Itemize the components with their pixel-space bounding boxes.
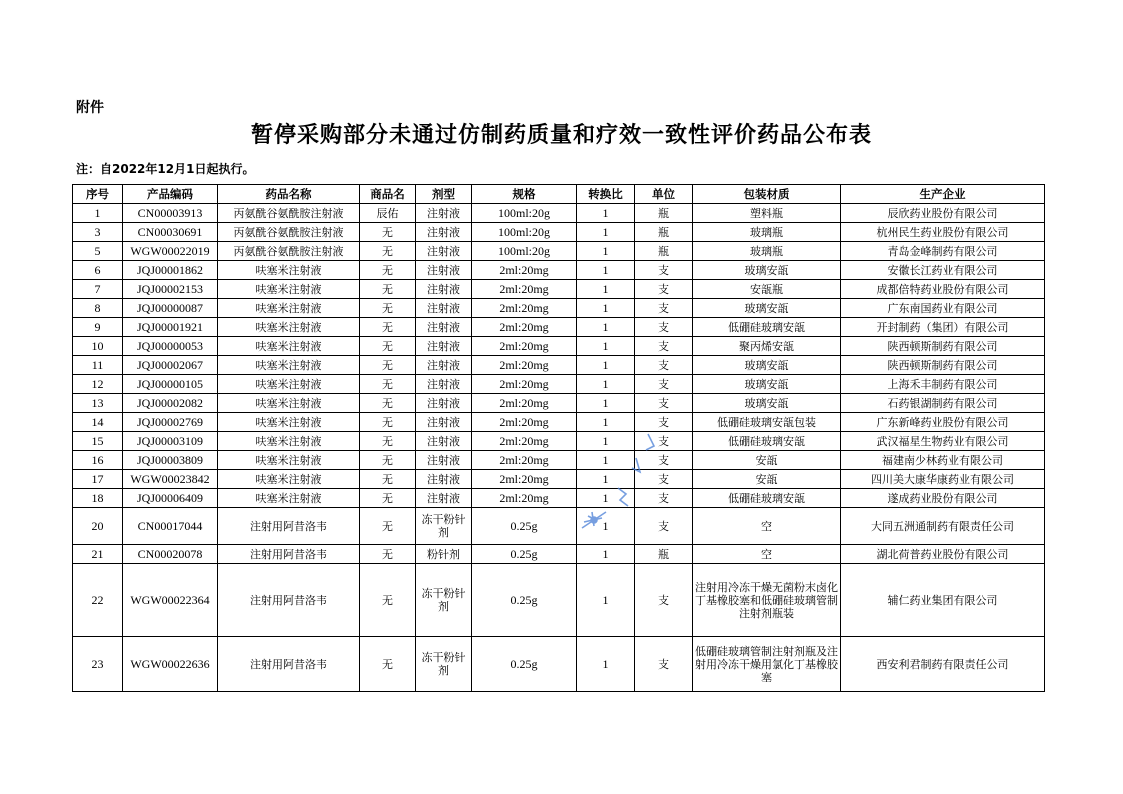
- packaging-material-cell: 安瓿瓶: [693, 280, 841, 299]
- manufacturer-cell: 福建南少林药业有限公司: [841, 451, 1045, 470]
- unit-cell: 支: [635, 489, 693, 508]
- col-header: 商品名: [360, 185, 416, 204]
- dosage-form-cell: 注射液: [416, 489, 472, 508]
- dosage-form-cell: 冻干粉针剂: [416, 564, 472, 637]
- drug-name-cell: 注射用阿昔洛韦: [218, 508, 360, 545]
- brand-name-cell: 无: [360, 470, 416, 489]
- specification-cell: 2ml:20mg: [472, 318, 577, 337]
- drug-name-cell: 呋塞米注射液: [218, 394, 360, 413]
- specification-cell: 2ml:20mg: [472, 470, 577, 489]
- product-code-cell: JQJ00001862: [123, 261, 218, 280]
- dosage-form-cell: 注射液: [416, 261, 472, 280]
- drug-name-cell: 呋塞米注射液: [218, 413, 360, 432]
- drug-name-cell: 呋塞米注射液: [218, 432, 360, 451]
- table-row: [73, 413, 1045, 432]
- specification-cell: 2ml:20mg: [472, 432, 577, 451]
- row-number-cell: 22: [73, 564, 123, 637]
- dosage-form-cell: 注射液: [416, 223, 472, 242]
- manufacturer-cell: 武汉福星生物药业有限公司: [841, 432, 1045, 451]
- dosage-form-cell: 冻干粉针剂: [416, 508, 472, 545]
- row-number-cell: 18: [73, 489, 123, 508]
- manufacturer-cell: 辅仁药业集团有限公司: [841, 564, 1045, 637]
- product-code-cell: JQJ00003109: [123, 432, 218, 451]
- brand-name-cell: 无: [360, 375, 416, 394]
- packaging-material-cell: 低硼硅玻璃安瓿: [693, 489, 841, 508]
- product-code-cell: JQJ00003809: [123, 451, 218, 470]
- row-number-cell: 1: [73, 204, 123, 223]
- row-number-cell: 21: [73, 545, 123, 564]
- row-number-cell: 8: [73, 299, 123, 318]
- page-title: 暂停采购部分未通过仿制药质量和疗效一致性评价药品公布表: [250, 122, 872, 148]
- specification-cell: 2ml:20mg: [472, 299, 577, 318]
- specification-cell: 0.25g: [472, 545, 577, 564]
- drug-name-cell: 呋塞米注射液: [218, 356, 360, 375]
- drug-name-cell: 注射用阿昔洛韦: [218, 637, 360, 692]
- unit-cell: 支: [635, 413, 693, 432]
- product-code-cell: CN00003913: [123, 204, 218, 223]
- specification-cell: 0.25g: [472, 564, 577, 637]
- table-row: [73, 375, 1045, 394]
- unit-cell: 支: [635, 394, 693, 413]
- brand-name-cell: 无: [360, 318, 416, 337]
- row-number-cell: 16: [73, 451, 123, 470]
- product-code-cell: JQJ00000105: [123, 375, 218, 394]
- specification-cell: 2ml:20mg: [472, 375, 577, 394]
- brand-name-cell: 无: [360, 261, 416, 280]
- brand-name-cell: 无: [360, 637, 416, 692]
- manufacturer-cell: 成都倍特药业股份有限公司: [841, 280, 1045, 299]
- manufacturer-cell: 青岛金峰制药有限公司: [841, 242, 1045, 261]
- product-code-cell: JQJ00002067: [123, 356, 218, 375]
- manufacturer-cell: 遂成药业股份有限公司: [841, 489, 1045, 508]
- col-header: 规格: [472, 185, 577, 204]
- drug-name-cell: 呋塞米注射液: [218, 451, 360, 470]
- row-number-cell: 15: [73, 432, 123, 451]
- unit-cell: 支: [635, 375, 693, 394]
- brand-name-cell: 无: [360, 299, 416, 318]
- product-code-cell: CN00020078: [123, 545, 218, 564]
- brand-name-cell: 无: [360, 451, 416, 470]
- packaging-material-cell: 玻璃安瓿: [693, 375, 841, 394]
- specification-cell: 2ml:20mg: [472, 394, 577, 413]
- unit-cell: 支: [635, 451, 693, 470]
- table-row: [73, 637, 1045, 692]
- drug-name-cell: 呋塞米注射液: [218, 470, 360, 489]
- product-code-cell: WGW00022636: [123, 637, 218, 692]
- conversion-ratio-cell: 1: [577, 337, 635, 356]
- manufacturer-cell: 石药银湖制药有限公司: [841, 394, 1045, 413]
- row-number-cell: 5: [73, 242, 123, 261]
- row-number-cell: 11: [73, 356, 123, 375]
- conversion-ratio-cell: 1: [577, 261, 635, 280]
- col-header: 产品编码: [123, 185, 218, 204]
- product-code-cell: JQJ00000053: [123, 337, 218, 356]
- col-header: 生产企业: [841, 185, 1045, 204]
- col-header: 剂型: [416, 185, 472, 204]
- conversion-ratio-cell: 1: [577, 318, 635, 337]
- brand-name-cell: 无: [360, 564, 416, 637]
- conversion-ratio-cell: 1: [577, 489, 635, 508]
- packaging-material-cell: 空: [693, 508, 841, 545]
- conversion-ratio-cell: 1: [577, 508, 635, 545]
- table-row: [73, 223, 1045, 242]
- packaging-material-cell: 安瓿: [693, 451, 841, 470]
- brand-name-cell: 无: [360, 432, 416, 451]
- dosage-form-cell: 注射液: [416, 470, 472, 489]
- drug-name-cell: 丙氨酰谷氨酰胺注射液: [218, 223, 360, 242]
- specification-cell: 100ml:20g: [472, 223, 577, 242]
- unit-cell: 支: [635, 508, 693, 545]
- packaging-material-cell: 玻璃安瓿: [693, 356, 841, 375]
- product-code-cell: JQJ00002082: [123, 394, 218, 413]
- dosage-form-cell: 注射液: [416, 204, 472, 223]
- table-row: [73, 432, 1045, 451]
- row-number-cell: 6: [73, 261, 123, 280]
- drug-name-cell: 注射用阿昔洛韦: [218, 564, 360, 637]
- table-row: [73, 451, 1045, 470]
- row-number-cell: 14: [73, 413, 123, 432]
- dosage-form-cell: 注射液: [416, 432, 472, 451]
- conversion-ratio-cell: 1: [577, 470, 635, 489]
- brand-name-cell: 无: [360, 545, 416, 564]
- conversion-ratio-cell: 1: [577, 375, 635, 394]
- conversion-ratio-cell: 1: [577, 451, 635, 470]
- row-number-cell: 13: [73, 394, 123, 413]
- unit-cell: 支: [635, 470, 693, 489]
- drug-name-cell: 呋塞米注射液: [218, 261, 360, 280]
- dosage-form-cell: 冻干粉针剂: [416, 637, 472, 692]
- dosage-form-cell: 注射液: [416, 356, 472, 375]
- drug-name-cell: 注射用阿昔洛韦: [218, 545, 360, 564]
- conversion-ratio-cell: 1: [577, 432, 635, 451]
- packaging-material-cell: 聚丙烯安瓿: [693, 337, 841, 356]
- drug-name-cell: 呋塞米注射液: [218, 318, 360, 337]
- packaging-material-cell: 玻璃安瓿: [693, 261, 841, 280]
- dosage-form-cell: 注射液: [416, 280, 472, 299]
- col-header: 序号: [73, 185, 123, 204]
- brand-name-cell: 无: [360, 280, 416, 299]
- conversion-ratio-cell: 1: [577, 356, 635, 375]
- packaging-material-cell: 玻璃安瓿: [693, 299, 841, 318]
- table-row: [73, 242, 1045, 261]
- table-row: [73, 337, 1045, 356]
- manufacturer-cell: 陕西顿斯制药有限公司: [841, 337, 1045, 356]
- table-row: [73, 564, 1045, 637]
- brand-name-cell: 无: [360, 356, 416, 375]
- unit-cell: 瓶: [635, 242, 693, 261]
- product-code-cell: CN00030691: [123, 223, 218, 242]
- manufacturer-cell: 杭州民生药业股份有限公司: [841, 223, 1045, 242]
- manufacturer-cell: 辰欣药业股份有限公司: [841, 204, 1045, 223]
- brand-name-cell: 无: [360, 489, 416, 508]
- packaging-material-cell: 塑料瓶: [693, 204, 841, 223]
- unit-cell: 瓶: [635, 223, 693, 242]
- table-row: [73, 470, 1045, 489]
- table-row: [73, 489, 1045, 508]
- product-code-cell: WGW00023842: [123, 470, 218, 489]
- specification-cell: 2ml:20mg: [472, 451, 577, 470]
- specification-cell: 2ml:20mg: [472, 337, 577, 356]
- packaging-material-cell: 玻璃瓶: [693, 223, 841, 242]
- table-row: [73, 318, 1045, 337]
- conversion-ratio-cell: 1: [577, 242, 635, 261]
- table-row: [73, 356, 1045, 375]
- specification-cell: 0.25g: [472, 508, 577, 545]
- conversion-ratio-cell: 1: [577, 280, 635, 299]
- specification-cell: 0.25g: [472, 637, 577, 692]
- packaging-material-cell: 低硼硅玻璃安瓿包装: [693, 413, 841, 432]
- unit-cell: 支: [635, 432, 693, 451]
- table-row: [73, 261, 1045, 280]
- row-number-cell: 9: [73, 318, 123, 337]
- col-header: 包装材质: [693, 185, 841, 204]
- table-row: [73, 545, 1045, 564]
- unit-cell: 支: [635, 637, 693, 692]
- table-header-row: [73, 185, 1045, 204]
- brand-name-cell: 无: [360, 413, 416, 432]
- specification-cell: 100ml:20g: [472, 204, 577, 223]
- product-code-cell: JQJ00001921: [123, 318, 218, 337]
- unit-cell: 支: [635, 337, 693, 356]
- row-number-cell: 12: [73, 375, 123, 394]
- drug-name-cell: 呋塞米注射液: [218, 280, 360, 299]
- unit-cell: 支: [635, 356, 693, 375]
- unit-cell: 支: [635, 299, 693, 318]
- conversion-ratio-cell: 1: [577, 394, 635, 413]
- packaging-material-cell: 玻璃安瓿: [693, 394, 841, 413]
- manufacturer-cell: 安徽长江药业有限公司: [841, 261, 1045, 280]
- col-header: 单位: [635, 185, 693, 204]
- product-code-cell: CN00017044: [123, 508, 218, 545]
- conversion-ratio-cell: 1: [577, 413, 635, 432]
- specification-cell: 100ml:20g: [472, 242, 577, 261]
- specification-cell: 2ml:20mg: [472, 489, 577, 508]
- drug-name-cell: 呋塞米注射液: [218, 299, 360, 318]
- conversion-ratio-cell: 1: [577, 637, 635, 692]
- dosage-form-cell: 注射液: [416, 451, 472, 470]
- conversion-ratio-cell: 1: [577, 545, 635, 564]
- manufacturer-cell: 开封制药（集团）有限公司: [841, 318, 1045, 337]
- packaging-material-cell: 安瓿: [693, 470, 841, 489]
- brand-name-cell: 无: [360, 337, 416, 356]
- table-row: [73, 280, 1045, 299]
- packaging-material-cell: 低硼硅玻璃安瓿: [693, 318, 841, 337]
- drug-name-cell: 丙氨酰谷氨酰胺注射液: [218, 242, 360, 261]
- packaging-material-cell: 玻璃瓶: [693, 242, 841, 261]
- unit-cell: 支: [635, 318, 693, 337]
- attachment-label: 附件: [76, 100, 104, 116]
- brand-name-cell: 无: [360, 394, 416, 413]
- drug-name-cell: 丙氨酰谷氨酰胺注射液: [218, 204, 360, 223]
- specification-cell: 2ml:20mg: [472, 261, 577, 280]
- manufacturer-cell: 广东南国药业有限公司: [841, 299, 1045, 318]
- dosage-form-cell: 注射液: [416, 337, 472, 356]
- unit-cell: 支: [635, 280, 693, 299]
- row-number-cell: 23: [73, 637, 123, 692]
- product-code-cell: WGW00022364: [123, 564, 218, 637]
- manufacturer-cell: 上海禾丰制药有限公司: [841, 375, 1045, 394]
- specification-cell: 2ml:20mg: [472, 356, 577, 375]
- product-code-cell: JQJ00002153: [123, 280, 218, 299]
- table-row: [73, 508, 1045, 545]
- product-code-cell: JQJ00002769: [123, 413, 218, 432]
- row-number-cell: 7: [73, 280, 123, 299]
- row-number-cell: 20: [73, 508, 123, 545]
- brand-name-cell: 辰佑: [360, 204, 416, 223]
- manufacturer-cell: 广东新峰药业股份有限公司: [841, 413, 1045, 432]
- manufacturer-cell: 大同五洲通制药有限责任公司: [841, 508, 1045, 545]
- table-row: [73, 394, 1045, 413]
- conversion-ratio-cell: 1: [577, 299, 635, 318]
- manufacturer-cell: 四川美大康华康药业有限公司: [841, 470, 1045, 489]
- row-number-cell: 17: [73, 470, 123, 489]
- unit-cell: 瓶: [635, 545, 693, 564]
- brand-name-cell: 无: [360, 223, 416, 242]
- brand-name-cell: 无: [360, 242, 416, 261]
- unit-cell: 瓶: [635, 204, 693, 223]
- packaging-material-cell: 注射用冷冻干燥无菌粉末卤化丁基橡胶塞和低硼硅玻璃管制注射剂瓶装: [693, 564, 841, 637]
- row-number-cell: 3: [73, 223, 123, 242]
- packaging-material-cell: 低硼硅玻璃安瓿: [693, 432, 841, 451]
- row-number-cell: 10: [73, 337, 123, 356]
- dosage-form-cell: 注射液: [416, 299, 472, 318]
- dosage-form-cell: 注射液: [416, 413, 472, 432]
- table-row: [73, 204, 1045, 223]
- drug-name-cell: 呋塞米注射液: [218, 489, 360, 508]
- manufacturer-cell: 西安利君制药有限责任公司: [841, 637, 1045, 692]
- product-code-cell: WGW00022019: [123, 242, 218, 261]
- dosage-form-cell: 注射液: [416, 242, 472, 261]
- product-code-cell: JQJ00000087: [123, 299, 218, 318]
- packaging-material-cell: 低硼硅玻璃管制注射剂瓶及注射用冷冻干燥用氯化丁基橡胶塞: [693, 637, 841, 692]
- table-row: [73, 299, 1045, 318]
- drug-name-cell: 呋塞米注射液: [218, 375, 360, 394]
- manufacturer-cell: 陕西顿斯制药有限公司: [841, 356, 1045, 375]
- dosage-form-cell: 粉针剂: [416, 545, 472, 564]
- packaging-material-cell: 空: [693, 545, 841, 564]
- unit-cell: 支: [635, 564, 693, 637]
- manufacturer-cell: 湖北荷普药业股份有限公司: [841, 545, 1045, 564]
- col-header: 药品名称: [218, 185, 360, 204]
- specification-cell: 2ml:20mg: [472, 413, 577, 432]
- dosage-form-cell: 注射液: [416, 375, 472, 394]
- col-header: 转换比: [577, 185, 635, 204]
- unit-cell: 支: [635, 261, 693, 280]
- drug-name-cell: 呋塞米注射液: [218, 337, 360, 356]
- specification-cell: 2ml:20mg: [472, 280, 577, 299]
- conversion-ratio-cell: 1: [577, 564, 635, 637]
- product-code-cell: JQJ00006409: [123, 489, 218, 508]
- conversion-ratio-cell: 1: [577, 223, 635, 242]
- drug-table: [72, 184, 1045, 692]
- conversion-ratio-cell: 1: [577, 204, 635, 223]
- dosage-form-cell: 注射液: [416, 394, 472, 413]
- brand-name-cell: 无: [360, 508, 416, 545]
- dosage-form-cell: 注射液: [416, 318, 472, 337]
- effective-date-note: 注：自2022年12月1日起执行。: [76, 162, 255, 176]
